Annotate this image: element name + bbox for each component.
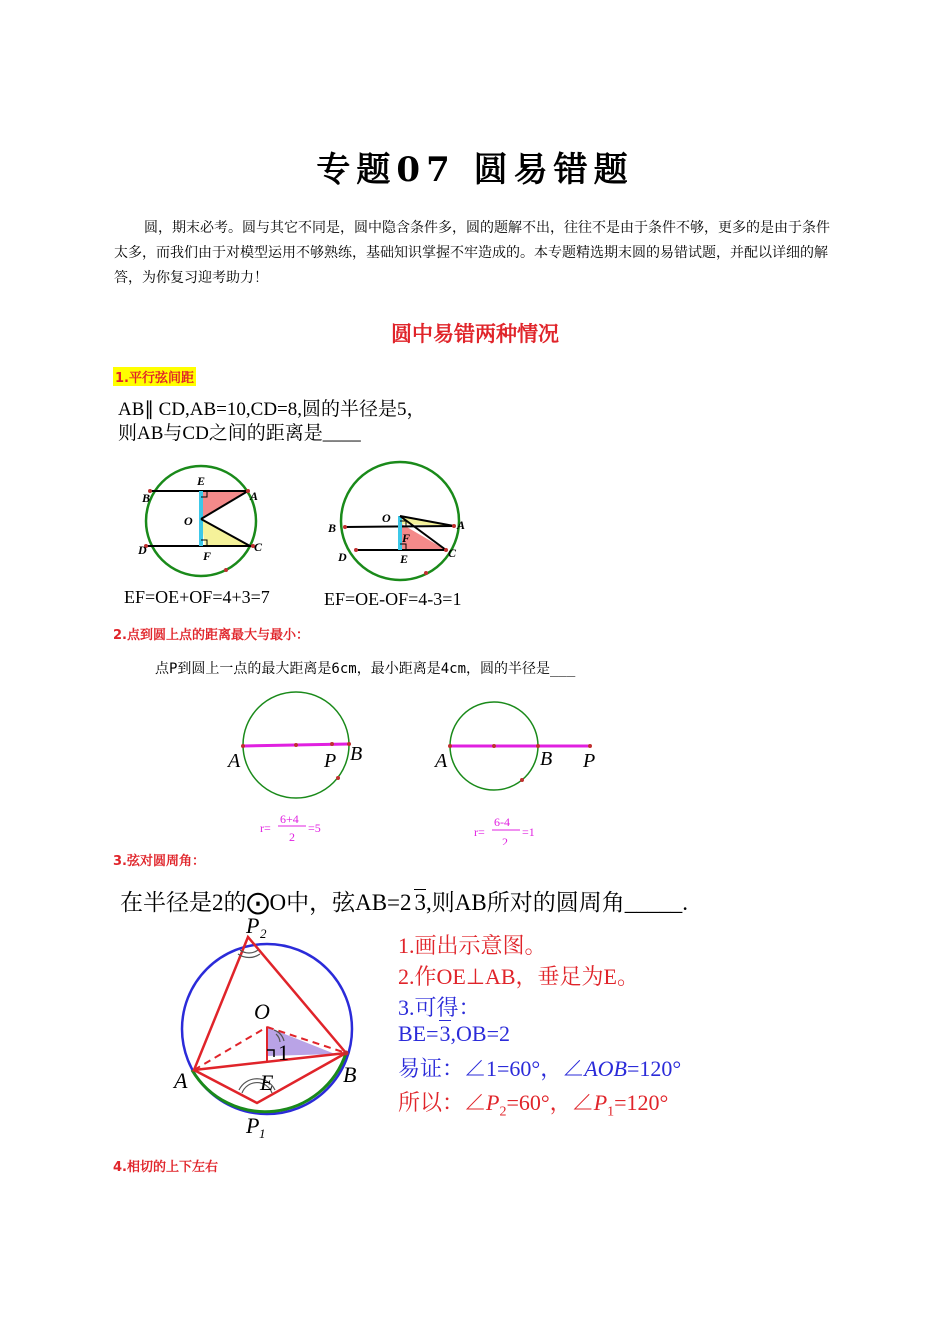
q3-problem-post: ,则AB所对的圆周角_____. <box>426 890 688 915</box>
q2-fig1-label-a: A <box>228 750 241 772</box>
q2-fig1-point-a <box>241 744 245 748</box>
q3-label-p1: P <box>246 1113 260 1138</box>
q1-fig1-label-c: C <box>254 540 263 554</box>
q2-fig2-numerator: 6-4 <box>494 815 510 829</box>
q1-equation-2: EF=OE-OF=4-3=1 <box>324 589 462 609</box>
q3-step-2: 2.作OE⊥AB，垂足为E。 <box>398 964 639 989</box>
q3-step-4-pre: BE= <box>398 1021 439 1046</box>
q3-label-b: B <box>343 1062 357 1087</box>
q2-fig2-point-o <box>492 744 496 748</box>
q1-fig2-point-extra <box>424 571 428 575</box>
question-4-label: 4.相切的上下左右 <box>113 1160 218 1175</box>
q1-fig1-label-b: B <box>142 491 151 505</box>
q1-fig1-label-o: O <box>184 514 193 528</box>
question-3-label: 3.弦对圆周角： <box>113 854 205 869</box>
q1-fig2-label-b: B <box>328 521 337 535</box>
q1-fig1-label-a: A <box>250 489 259 503</box>
q1-fig2-label-c: C <box>448 546 457 560</box>
q1-figure-1 <box>130 460 280 585</box>
q1-fig2-label-o: O <box>382 511 391 525</box>
question-1-line-2: 则AB与CD之间的距离是____ <box>118 423 361 444</box>
q3-point-b <box>344 1051 349 1056</box>
intro-paragraph: 圆，期末必考。圆与其它不同是，圆中隐含条件多，圆的题解不出，往往不是由于条件不够，更多的是由于条件太多，而我们由于对模型运用不够熟练，基础知识掌握不牢造成的。本专题精选期末圆的易错试题，并配以详细的解答，为你复习迎考助力！ <box>114 220 830 286</box>
q1-fig1-label-d: D <box>138 543 147 557</box>
q3-step-6-p2: P <box>486 1090 500 1115</box>
q3-step-4 <box>398 1021 510 1047</box>
q2-fig2-r: r= <box>474 825 485 839</box>
q1-fig1-label-f: F <box>203 549 212 563</box>
q3-problem-pre: 在半径是2的 <box>120 890 247 915</box>
q2-fig1-point-o <box>294 743 298 747</box>
q3-label-p2-sub: 2 <box>260 926 267 941</box>
q1-fig2-label-f: F <box>402 531 411 545</box>
q3-step-5-aob: AOB <box>584 1056 627 1081</box>
page-title: 专题07 圆易错题 <box>316 150 634 190</box>
q2-fig2-label-p: P <box>583 750 596 772</box>
question-2-problem: 点P到圆上一点的最大距离是6cm，最小距离是4cm，圆的半径是___ <box>155 661 576 677</box>
q3-step-6 <box>398 1086 668 1120</box>
q2-fig2-denominator: 2 <box>502 835 508 845</box>
q2-figure-1 <box>220 685 380 845</box>
q2-figure-2 <box>430 685 610 845</box>
q1-fig2-label-d: D <box>338 550 347 564</box>
q3-label-a: A <box>174 1068 188 1093</box>
q2-fig1-label-b: B <box>350 743 363 765</box>
q3-step-6-p1-sub: 1 <box>607 1104 615 1120</box>
q1-fig2-label-a: A <box>457 518 466 532</box>
q1-fig2-point-b <box>343 525 347 529</box>
q3-step-5-post: =120° <box>626 1056 682 1081</box>
q2-fig1-result: =5 <box>308 821 321 835</box>
q3-step-1: 1.画出示意图。 <box>398 933 547 958</box>
q3-step-6-p1: P <box>593 1090 608 1115</box>
q2-fig2-label-b: B <box>540 748 553 770</box>
q1-figure-2 <box>320 455 480 585</box>
question-2-label: 2.点到圆上点的距离最大与最小： <box>113 628 309 643</box>
q1-fig1-point-extra <box>224 568 228 572</box>
q1-fig2-label-e: E <box>400 552 409 566</box>
q1-fig2-point-d <box>354 548 358 552</box>
q3-step-4-post: ,OB=2 <box>450 1021 510 1046</box>
q3-step-6-pre: 所以：∠ <box>398 1090 487 1115</box>
section-title: 圆中易错两种情况 <box>391 322 559 346</box>
q3-step-3: 3.可得： <box>398 995 481 1020</box>
q1-fig2-point-a <box>452 524 456 528</box>
q3-step-5-pre: 易证：∠1=60°，∠ <box>398 1056 585 1081</box>
q3-step-6-post: =120° <box>614 1090 669 1115</box>
q3-step-6-mid: =60°，∠ <box>506 1090 594 1115</box>
q2-fig2-label-a: A <box>435 750 448 772</box>
q3-problem-circ: ⨀O中，弦AB=2 <box>246 890 412 915</box>
q2-fig2-point-a <box>448 744 452 748</box>
q2-fig1-label-p: P <box>324 750 337 772</box>
q2-fig1-point-extra <box>336 776 340 780</box>
q2-fig1-denominator: 2 <box>289 830 295 844</box>
q3-label-p2: P <box>246 913 260 938</box>
q2-fig2-result: =1 <box>522 825 535 839</box>
q2-fig2-point-p <box>588 744 592 748</box>
q3-label-o: O <box>254 999 270 1024</box>
question-1-problem <box>118 398 426 446</box>
q2-fig1-numerator: 6+4 <box>280 812 299 826</box>
q3-step-4-root: 3 <box>439 1021 451 1046</box>
q3-label-e: E <box>260 1070 274 1095</box>
question-1-line-1: AB∥ CD,AB=10,CD=8,圆的半径是5， <box>118 399 426 420</box>
q3-label-angle-1: 1 <box>278 1040 289 1065</box>
question-1-label: 1.平行弦间距 <box>113 367 196 386</box>
q2-fig2-point-extra <box>520 778 524 782</box>
q1-equation-1: EF=OE+OF=4+3=7 <box>124 587 270 607</box>
q3-figure <box>170 910 390 1150</box>
q3-label-p1-sub: 1 <box>259 1126 266 1141</box>
q1-fig1-label-e: E <box>197 474 206 488</box>
q3-problem-root: 3 <box>414 890 427 915</box>
q3-step-5 <box>398 1052 681 1083</box>
q2-fig1-r: r= <box>260 821 271 835</box>
q3-step-6-p2-sub: 2 <box>499 1104 507 1120</box>
q2-fig1-point-p <box>330 742 334 746</box>
